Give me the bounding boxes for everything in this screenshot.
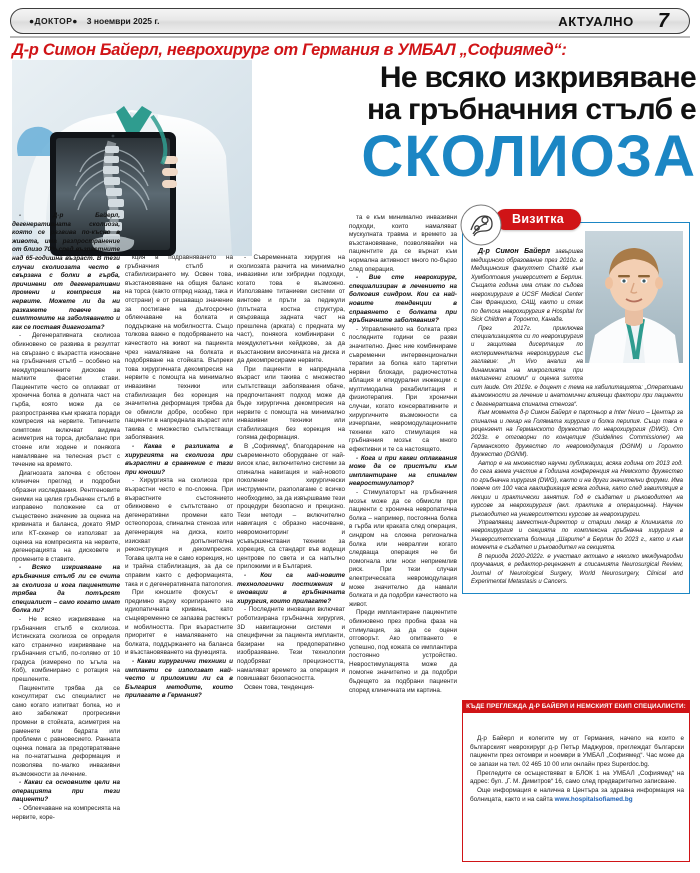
publication-name: ●ДОКТОР●: [29, 16, 78, 26]
article-column-3: [237, 254, 345, 692]
masthead: [10, 8, 690, 34]
interview-question: - Вие сте неврохирург, специализиран в лечението на болковия синдром. Кои са най-новите тенденции в справянето с болката при гръбначните заболявания?: [349, 274, 457, 325]
interview-question: - Кога и при какви оплаквания може да се пристъпи към имплантиране на спинален невростимулатор?: [349, 454, 457, 488]
interview-answer: - Хирургията на сколиоза при възрастни често е по-сложна. При възрастните състоянието обикновено е съпътствано от дегенеративни промени като остеопороза, спинална стеноза или дегенерация на диска, които изискват допълнителна реконструкция и декомпресия. Тогава целта не е само корекция, но и трайна стабилизация, за да се справим както с деформацията, така и с дегенеративната патология.: [125, 477, 233, 588]
headline: [248, 61, 696, 189]
vizitka-paragraph: Д-р Симон Байерл завършва медицинско образование през 2010г. в Медицинския факултет Charité към Хумболтовия университет в Берлин. Същата година има стаж по съдова неврохирургия в UCSF Medical Center Сан Франциско, САЩ, както и стаж по детска неврохирургия в Hospital for Sick Children в Торонто, Канада.: [471, 247, 583, 324]
headline-line-2: на гръбначния стълб е: [367, 92, 696, 126]
interview-answer: - Не всяко изкривяване на гръбначния стълб е сколиоза. Истинската сколиоза се определя като странично изкривяване на гръбначния стълб, по-голямо от 10 градуса (измерено по ъгъла на Коб), комбинирано с ротация на прешлените.: [12, 615, 120, 684]
doctor-name: Д-р Симон Байерл: [478, 247, 556, 255]
article-column-1: [12, 212, 120, 822]
vizitka-box: [462, 222, 690, 594]
interview-answer: В „Софиямед“, благодарение на съвременното оборудване от най-висок клас, включително системи за спинална навигация и най-новото поколение хирургически инструменти, разполагаме с всичко необходимо, за да извършваме тези процедури безопасно и прецизно. Тези методи – включително навигация с образно насочване, невромониторинг и усъвършенствани техники за корекция, са стандарт във водещи центрове по света и са напълно приложими и в България.: [237, 443, 345, 571]
portrait-text-wrap-spacer: [583, 247, 683, 381]
masthead-right: [558, 10, 689, 33]
where-to-see-title: КЪДЕ ПРЕГЛЕЖДА Д-Р БАЙЕРЛ И НЕМСКИЯТ ЕКИП СПЕЦИАЛИСТИ:: [462, 700, 690, 712]
kicker-line: Д-р Симон Байерл, неврохирург от Германия в УМБАЛ „Софиямед“:: [12, 41, 567, 59]
interview-answer: Преди имплантиране пациентите обикновено през пробна фаза на стимулация, за да се оцени отговорът. Ако опитването е успешно, под кожата се имплантира постоянно устройство. Невростимулацията може да помогне значително и да подобри бъдещето за подбрани пациенти според клиничната им картина.: [349, 609, 457, 694]
interview-question: - Какви са основните цели на операцията при тези пациенти?: [12, 779, 120, 804]
where-to-see-box: [462, 712, 690, 862]
vizitka-paragraph: Към момента д-р Симон Байерл е партньор в Inter Neuro – Център за спинална и лекар на Голямата хирургия и болка перипия. Също така е рецензент на Германското дружество по неврохирургия (DWG). От 2023г. е отговорни по концепция (Guidelines Commissioner) на Германското дружество по невромодулация (DGNM) и Горонто дружество (DGNM).: [471, 410, 683, 459]
interview-answer: - Стимулаторът на гръбначния мозък може да се обмисли при пациенти с хронична невропатична болка – например, постоянна болка в гърба или краката след операция, синдром на сложна регионална болка или невралгии когато следваща операция не би помогнала или носи неприемлив риск. При тези случаи електрическата невромодулация може значително да намали болката и да подобри качеството на живот.: [349, 489, 457, 608]
interview-answer: - Облекчаване на компресията на нервите, коре-: [12, 804, 120, 821]
where-to-see-text: [470, 735, 684, 805]
interview-question: - Кои са най-новите технологични постижения и иновации в гръбначната хирургия, които прилагате?: [237, 571, 345, 605]
interview-answer: та е към минимално инвазивни подходи, които намаляват мускулната травма и времето за възстановяване, позволявайки на пациентите да се върнат към нормална активност много по-бързо след операция.: [349, 214, 457, 273]
interview-answer: - Управлението на болката през последните години се разви значително. Днес ние комбинираме съвременни интервенционални терапии за болка като таргетни нервни блокади, радиочестотна аблация и епидурални инжекции с мултимодална рехабилитация и физиотерапия. При хронични случаи, когато консервативните и хирургичните възможности са изчерпани, невромодулационните техники като стимулация на гръбначния мозък са много ефективни и те са настоящето.: [349, 325, 457, 454]
interview-answer: При юношите фокусът е предимно върху коригирането на идиопатичната кривина, като същевременно се запазва растежът и мобилността. При възрастните приоритет е намаляването на болката, поддържането на баланса и възстановяването на функцията.: [125, 589, 233, 657]
vizitka-paragraph: Автор е на множество научни публикации, всяка година от 2013 год. до сега взема участие в Годишна конференция на Немското дружество по гръбначна хирургия (DWG), както и на други значителни форуми. Има повече от 100 часа квалификация всяка година, като след завитляция в лекции и практически занятия. Год е създател и ръководител на курсове за неврохирургия (вкл. практика в операционна). Научен ръководител на университетски курсове за неврохирурги.: [471, 460, 683, 518]
interview-answer: - Последните иновации включват роботизирана гръбначна хирургия, 3D навигационни системи и специфични за пациента импланти, базирани на предоперативно изобразяване. Тези технологии подобряват прецизността, намаляват времето за операция и повишават безопасността.: [237, 606, 345, 683]
masthead-rule: [10, 36, 690, 38]
where-to-see-paragraph: Д-р Байерл и колегите му от Германия, начело на които е българският неврохирург д-р Петър Маджуров, преглеждат български пациенти през октомври и ноември в УМБАЛ „Софиямед“. Час може да се запази на тел. 02 465 10 00 или онлайн през Superdoc.bg.: [470, 735, 684, 769]
vizitka-text: [471, 247, 683, 587]
article-column-2: [125, 254, 233, 701]
interview-answer: При пациенти в напреднала възраст или такива с множество съпътстващи заболявания обаче, предпочитаният подход може да бъде хирургична декомпресия на нервите с помощта на минимално инвазивни техники или стабилизация без корекция на голяма деформация.: [237, 365, 345, 442]
page-number: 7: [657, 9, 669, 32]
interview-answer: - Съвременната хирургия на сколиозата разчита на минимално инвазивни или хибридни подходи, когато това е възможно. Използваме титаниеви системи от винтове и пръти за педикули (плътната костна структура, свързваща задната част на прешлена (арката) с предната му част), понякога комбинирани с междуклетъчни кейджове, за да възстановим височината на диска и да декомпресираме нервите.: [237, 254, 345, 365]
where-to-see-paragraph: Прегледите се осъществяват в БЛОК 1 на УМБАЛ „Софиямед“ на адрес: бул. „Г. М. Димитров“ 16, само след предварително записване.: [470, 769, 684, 786]
vizitka-paragraph: През 2017г. приключва специализацията си по неврохирургия и защитава дисертация по експериментална неврохирургия със заглавие: „In Vivo анализ на динамиката на микроглията при малигнени глиоми“ и оценка summa cum laude. От 2019г. е доцент с тема на хабилитацията: „Оперативни възможности за лечение и анатомични влияещи фактори при пациенти с дегенеративна спинална стеноза“.: [471, 325, 683, 408]
interview-answer: кция в подравняването на гръбначния стълб и стабилизирането му. Освен това, възстановяване на общия баланс на торса (както отпред назад, така и отстрани) е от решаващо значение за постигане на дългосрочно облекчаване на болката и поддържане на мобилността. Също толкова важно е подобряването на качеството на живот на пациента чрез намаляване на болката и подобряване на стойката. Въпреки това хирургичната декомпресия на нервите с помощта на минимално инвазивни техники или стабилизация без корекция на значителна деформация трябва да се обмисли добре, особено при пациенти в напреднала възраст или такива с множество съпътстващи заболявания.: [125, 254, 233, 442]
vizitka-badge: Визитка: [495, 209, 581, 230]
hospital-logo-icon: [458, 204, 504, 246]
where-to-see-paragraph: Още информация е налична в Центъра за здравна информация на болницата, както и на сайта www.hospitalsofiamed.bg: [470, 787, 684, 803]
hospital-website-link[interactable]: www.hospitalsofiamed.bg: [554, 795, 633, 803]
vizitka-paragraph: Управляващ заместник-директор и старши лекар в Клиниката по неврохирургия и секцията по комплексна гръбначна хирургия в Университетската болница „Шарите“ в Берлин до 2023 г., като и към момента е създател и ръководител на секцията.: [471, 519, 683, 552]
section-label: АКТУАЛНО: [558, 13, 634, 29]
vizitka-paragraph: В периода 2020-2022г. е участвал активно в няколко международни проучвания, е редактор-рецензент в списанията Neurosurgical Review, Journal of Neurological Surgery, World Neurosurgery, Clinical and Experimental Metastasis и Cancers.: [471, 553, 683, 586]
interview-answer: Пациентите трябва да се консултират със специалист не само когато изпитват болка, но и ако забележат прогресивни промени в стойката, асиметрия на раменете или бедрата или проблеми с равновесието. Ранната оценка помага за предотвратяване на по-нататъшна деформация и позволява по-малко инвазивни възможности за лечение.: [12, 684, 120, 778]
issue-date: 3 ноември 2025 г.: [86, 16, 160, 26]
headline-line-1: Не всяко изкривяване: [379, 61, 696, 94]
interview-answer: Диагнозата започва с обстоен клиничен преглед и подробни образни изследвания. Рентгеновите снимки на целия гръбначен стълб в изправено положение са от съществено значение за оценка на кривината и баланса, докато ЯМР или КТ-скенер се използват за оценка на компресията на нервите, дегенерацията на дисковете и промените в ставите.: [12, 469, 120, 563]
interview-question: - Д-р Байерл, дегенеративната сколиоза, която се развива по-късно в живота, има разпространение от близо 70% сред възрастните над 65-годишна възраст. В тези случаи сколиозата често е свързана с болки в гърба, причинени от дегенеративни промени и компресия на нервите. Можете ли да ни разкажете повече за симптомите на заболяването и как се поставя диагнозата?: [12, 212, 120, 331]
interview-answer: Освен това, тенденция-: [244, 683, 315, 691]
article-column-4: [349, 214, 457, 695]
interview-question: - Каква е разликата в хирургията на сколиоза при възрастни в сравнение с тази при юноши?: [125, 443, 233, 476]
headline-keyword: СКОЛИОЗА: [361, 123, 696, 189]
interview-question: - Всяко изкривяване на гръбначния стълб ли се счита за сколиоза и кога пациентите трябва да потърсят специалист – само когато имат болка ли?: [12, 564, 120, 615]
interview-question: - Какви хирургични техники и импланти се използват най-често и приложими ли са в България методите, които прилагате в Германия?: [125, 657, 233, 700]
interview-answer: - Дегенеративната сколиоза обикновено се развива в резултат на свързано с възрастта износване на гръбначния стълб – особено на междупрешленните дискове и малките фасетни стави. Пациентите често се оплакват от хронична болка в долната част на гърба, която може да се разпространява към краката поради компресия на нервите. Типичните симптоми включват видима асиметрия на торса, дисбаланс при стоене или ходене и понякога намаляване на телесная ръст с течение на времето.: [12, 332, 120, 469]
